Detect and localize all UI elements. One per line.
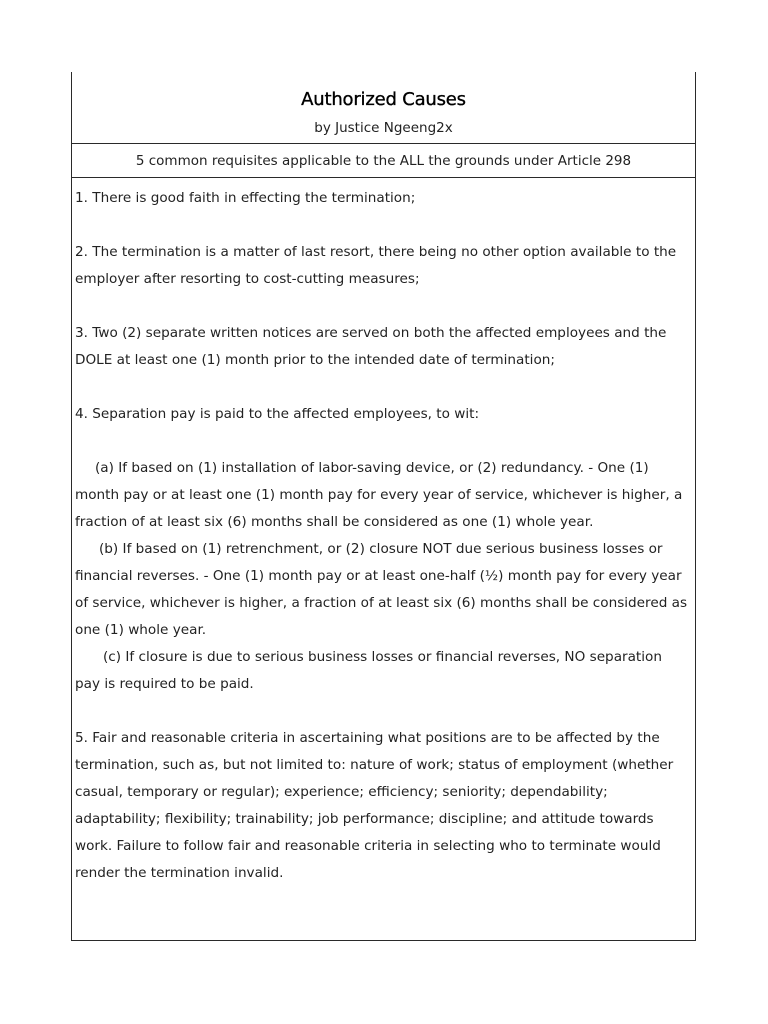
- page-title: Authorized Causes: [301, 89, 466, 110]
- requisite-item-4: 4. Separation pay is paid to the affected employees, to wit:: [75, 406, 480, 422]
- author-byline: by Justice Ngeeng2x: [314, 120, 453, 136]
- requisites-body: [72, 178, 695, 887]
- requisite-item-4b: (b) If based on (1) retrenchment, or (2) closure NOT due serious business losses or financial reverses. - One (1) month pay or at least one-half (½) month pay for every year of service, whichever is higher, a fraction of at least six (6) months shall be considered as one (1) whole year.: [75, 541, 688, 638]
- requisite-item-2: 2. The termination is a matter of last resort, there being no other option available to the employer after resorting to cost-cutting measures;: [75, 244, 677, 287]
- title-cell: [72, 72, 695, 144]
- requisite-item-5: 5. Fair and reasonable criteria in ascertaining what positions are to be affected by the termination, such as, but not limited to: nature of work; status of employment (whether casual, temporary or regular); experience; efficiency; seniority; dependability; adaptability; flexibility; trainability; job performance; discipline; and attitude towards work. Failure to follow fair and reasonable criteria in selecting who to terminate would render the termination invalid.: [75, 730, 674, 881]
- requisite-item-4c: (c) If closure is due to serious business losses or financial reverses, NO separation pay is required to be paid.: [75, 649, 662, 692]
- requisite-item-1: 1. There is good faith in effecting the termination;: [75, 190, 416, 206]
- document-table: [71, 72, 696, 941]
- requisite-item-4a: (a) If based on (1) installation of labor-saving device, or (2) redundancy. - One (1) month pay or at least one (1) month pay for every year of service, whichever is higher, a fraction of at least six (6) months shall be considered as one (1) whole year.: [75, 460, 683, 530]
- requisite-item-3: 3. Two (2) separate written notices are served on both the affected employees and the DOLE at least one (1) month prior to the intended date of termination;: [75, 325, 667, 368]
- requisites-header: 5 common requisites applicable to the ALL the grounds under Article 298: [72, 144, 695, 178]
